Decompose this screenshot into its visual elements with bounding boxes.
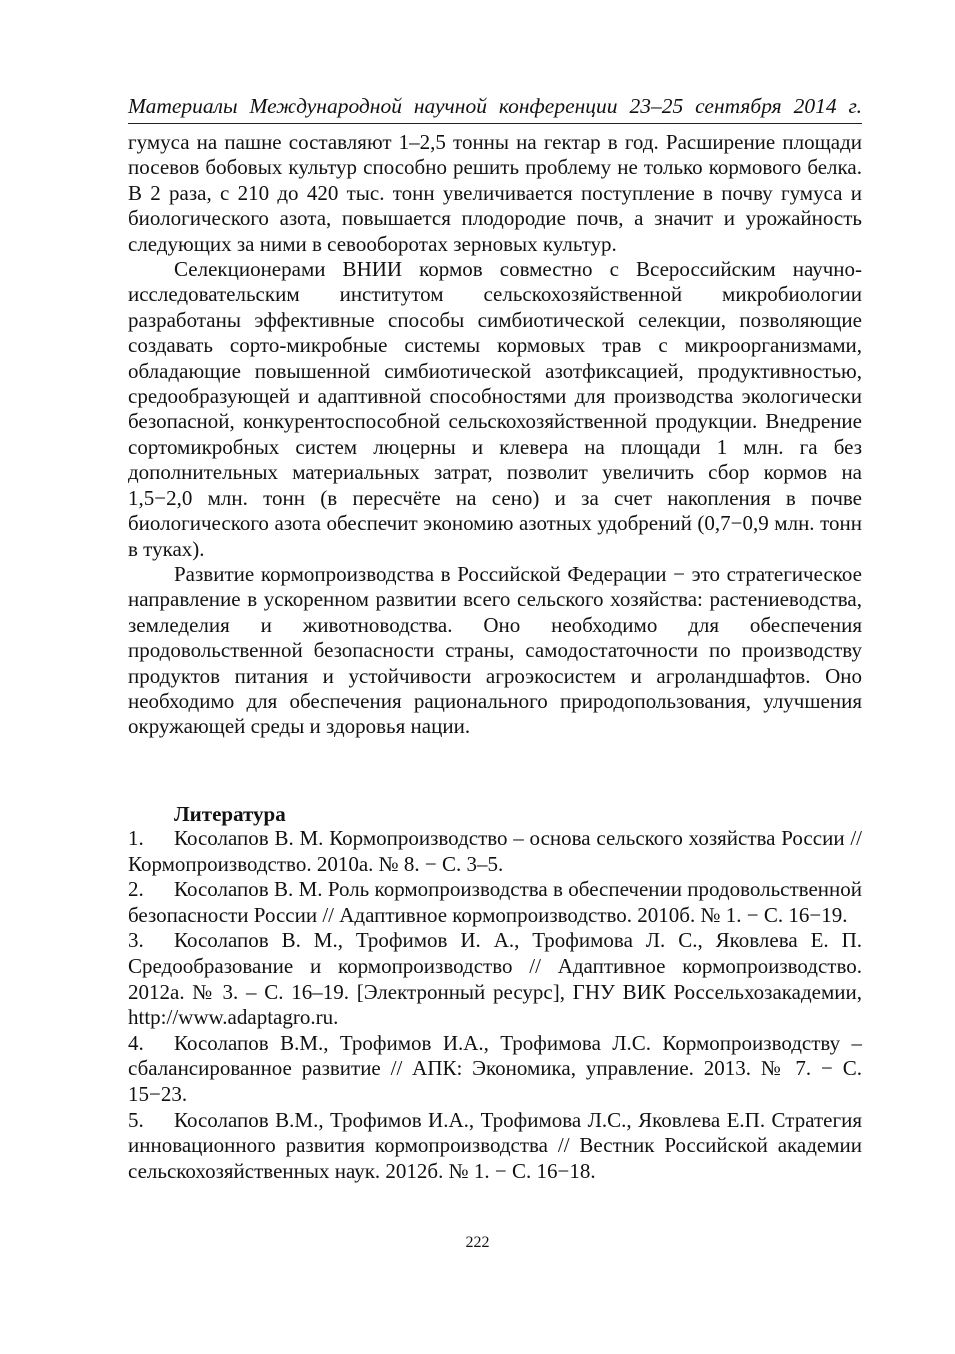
reference-text: Косолапов В. М., Трофимов И. А., Трофимова Л. С., Яковлева Е. П. Средообразование и кормопроизводство // Адаптивное кормопроизводство. 2012а. № 3. – С. 16–19. [Электронный ресурс], ГНУ ВИК Россельхозакадемии, http://www.adaptagro.ru.: [128, 928, 862, 1030]
page-number: 222: [465, 1234, 490, 1251]
reference-number: 5.: [128, 1107, 144, 1132]
paragraph-2: Селекционерами ВНИИ кормов совместно с Всероссийским научно-исследовательским институтом сельскохозяйственной микробиологии разработаны эффективные способы симбиотической селекции, позволяющие создавать сорто-микробные системы кормовых трав с микроорганизмами, обладающие повышенной симбиотической азотфиксацией, продуктивностью, средообразующей и адаптивной способностями для производства экологически безопасной, конкурентоспособной сельскохозяйственной продукции. Внедрение сортомикробных систем люцерны и клевера на площади 1 млн. га без дополнительных материальных затрат, позволит увеличить сбор кормов на 1,5−2,0 млн. тонн (в пересчёте на сено) и за счет накопления в почве биологического азота обеспечит экономию азотных удобрений (0,7−0,9 млн. тонн в туках).: [128, 257, 862, 561]
references-list: [128, 826, 862, 1184]
reference-number: 2.: [128, 877, 144, 902]
reference-number: 3.: [128, 928, 144, 953]
paragraph-3: Развитие кормопроизводства в Российской Федерации − это стратегическое направление в ускоренном развитии всего сельского хозяйства: растениеводства, земледелия и животноводства. Оно необходимо для обеспечения продовольственной безопасности страны, самодостаточности по производству продуктов питания и устойчивости агроэкосистем и агроландшафтов. Оно необходимо для обеспечения рационального природопользования, улучшения окружающей среды и здоровья нации.: [128, 561, 862, 739]
reference-text: Косолапов В.М., Трофимов И.А., Трофимова Л.С. Кормопроизводству – сбалансированное развитие // АПК: Экономика, управление. 2013. № 7. − С. 15−23.: [128, 1030, 862, 1106]
reference-number: 1.: [128, 826, 144, 850]
references-title: Литература: [174, 802, 286, 826]
reference-item: [128, 1031, 862, 1108]
reference-item: [128, 826, 862, 877]
reference-item: [128, 1108, 862, 1185]
reference-item: [128, 928, 862, 1030]
paragraph-1: гумуса на пашне составляют 1–2,5 тонны на гектар в год. Расширение площади посевов бобовых культур способно решить проблему не только кормового белка. В 2 раза, с 210 до 420 тыс. тонн увеличивается поступление в почву гумуса и биологического азота, повышается плодородие почв, а значит и урожайность следующих за ними в севооборотах зерновых культур.: [128, 130, 862, 256]
reference-text: Косолапов В. М. Кормопроизводство – основа сельского хозяйства России // Кормопроизводство. 2010а. № 8. − С. 3–5.: [128, 826, 862, 876]
reference-text: Косолапов В.М., Трофимов И.А., Трофимова Л.С., Яковлева Е.П. Стратегия инновационного развития кормопроизводства // Вестник Российской академии сельскохозяйственных наук. 2012б. № 1. − С. 16−18.: [128, 1107, 862, 1183]
running-header: Материалы Международной научной конференции 23–25 сентября 2014 г.: [128, 94, 862, 118]
reference-item: [128, 877, 862, 928]
body-text: [128, 130, 862, 740]
reference-number: 4.: [128, 1030, 144, 1055]
reference-text: Косолапов В. М. Роль кормопроизводства в обеспечении продовольственной безопасности России // Адаптивное кормопроизводство. 2010б. № 1. − С. 16−19.: [128, 877, 862, 927]
header-rule: [128, 123, 862, 124]
